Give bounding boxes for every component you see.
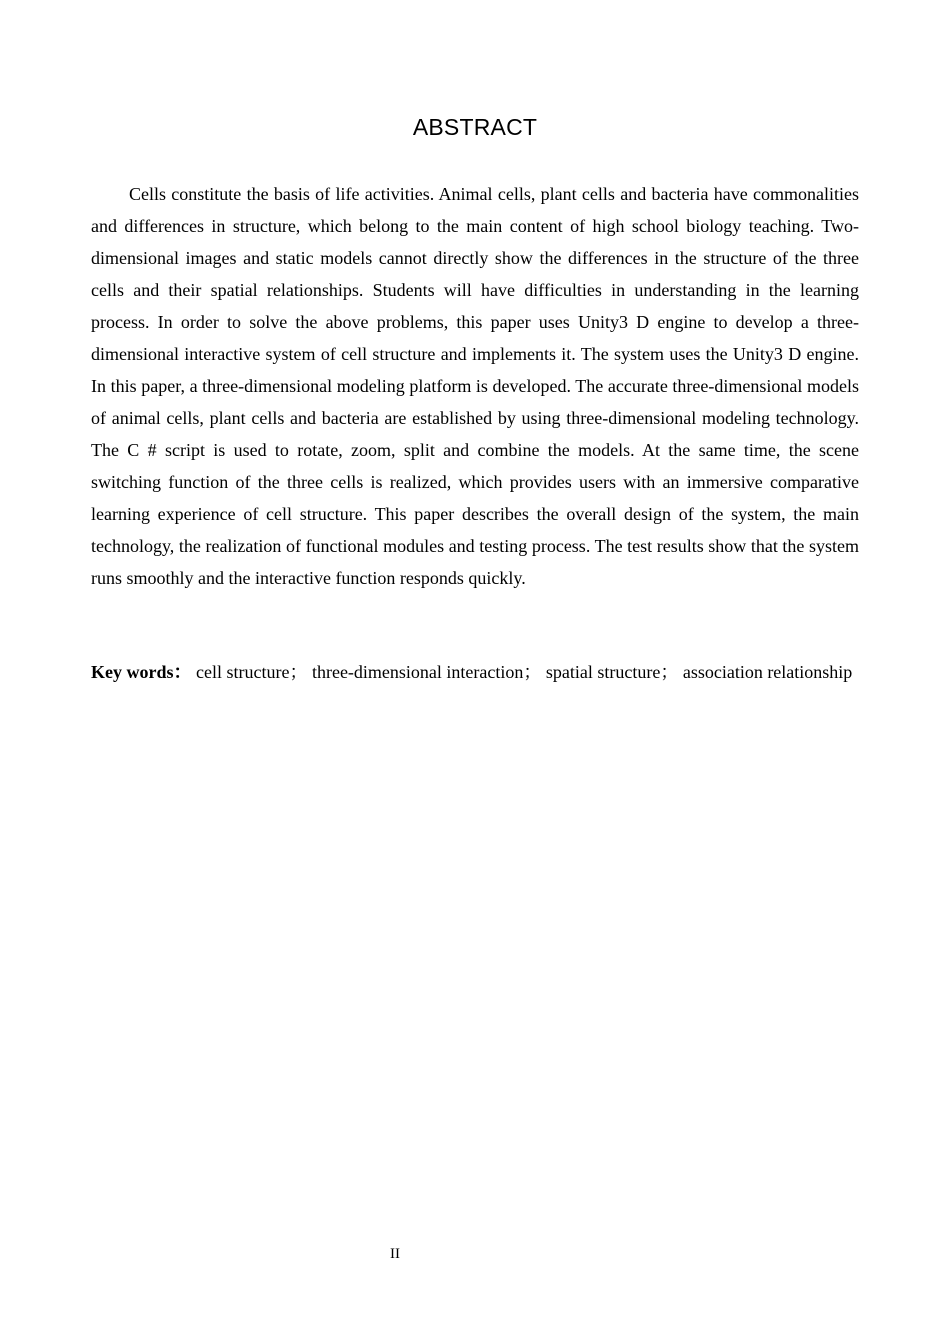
keywords-list: cell structure； three-dimensional interaction； spatial structure； association relationship [196, 662, 853, 682]
keywords-label: Key words： [91, 662, 192, 682]
page-number: II [390, 1246, 400, 1262]
abstract-title: ABSTRACT [412, 114, 538, 140]
keywords-line [91, 657, 859, 688]
abstract-body: Cells constitute the basis of life activities. Animal cells, plant cells and bacteria have commonalities and differences in structure, which belong to the main content of high school biology teaching. Two-dimensional images and static models cannot directly show the differences in the structure of the three cells and their spatial relationships. Students will have difficulties in understanding in the learning process. In order to solve the above problems, this paper uses Unity3 D engine to develop a three-dimensional interactive system of cell structure and implements it. The system uses the Unity3 D engine. In this paper, a three-dimensional modeling platform is developed. The accurate three-dimensional models of animal cells, plant cells and bacteria are established by using three-dimensional modeling technology. The C # script is used to rotate, zoom, split and combine the models. At the same time, the scene switching function of the three cells is realized, which provides users with an immersive comparative learning experience of cell structure. This paper describes the overall design of the system, the main technology, the realization of functional modules and testing process. The test results show that the system runs smoothly and the interactive function responds quickly. [91, 184, 859, 588]
